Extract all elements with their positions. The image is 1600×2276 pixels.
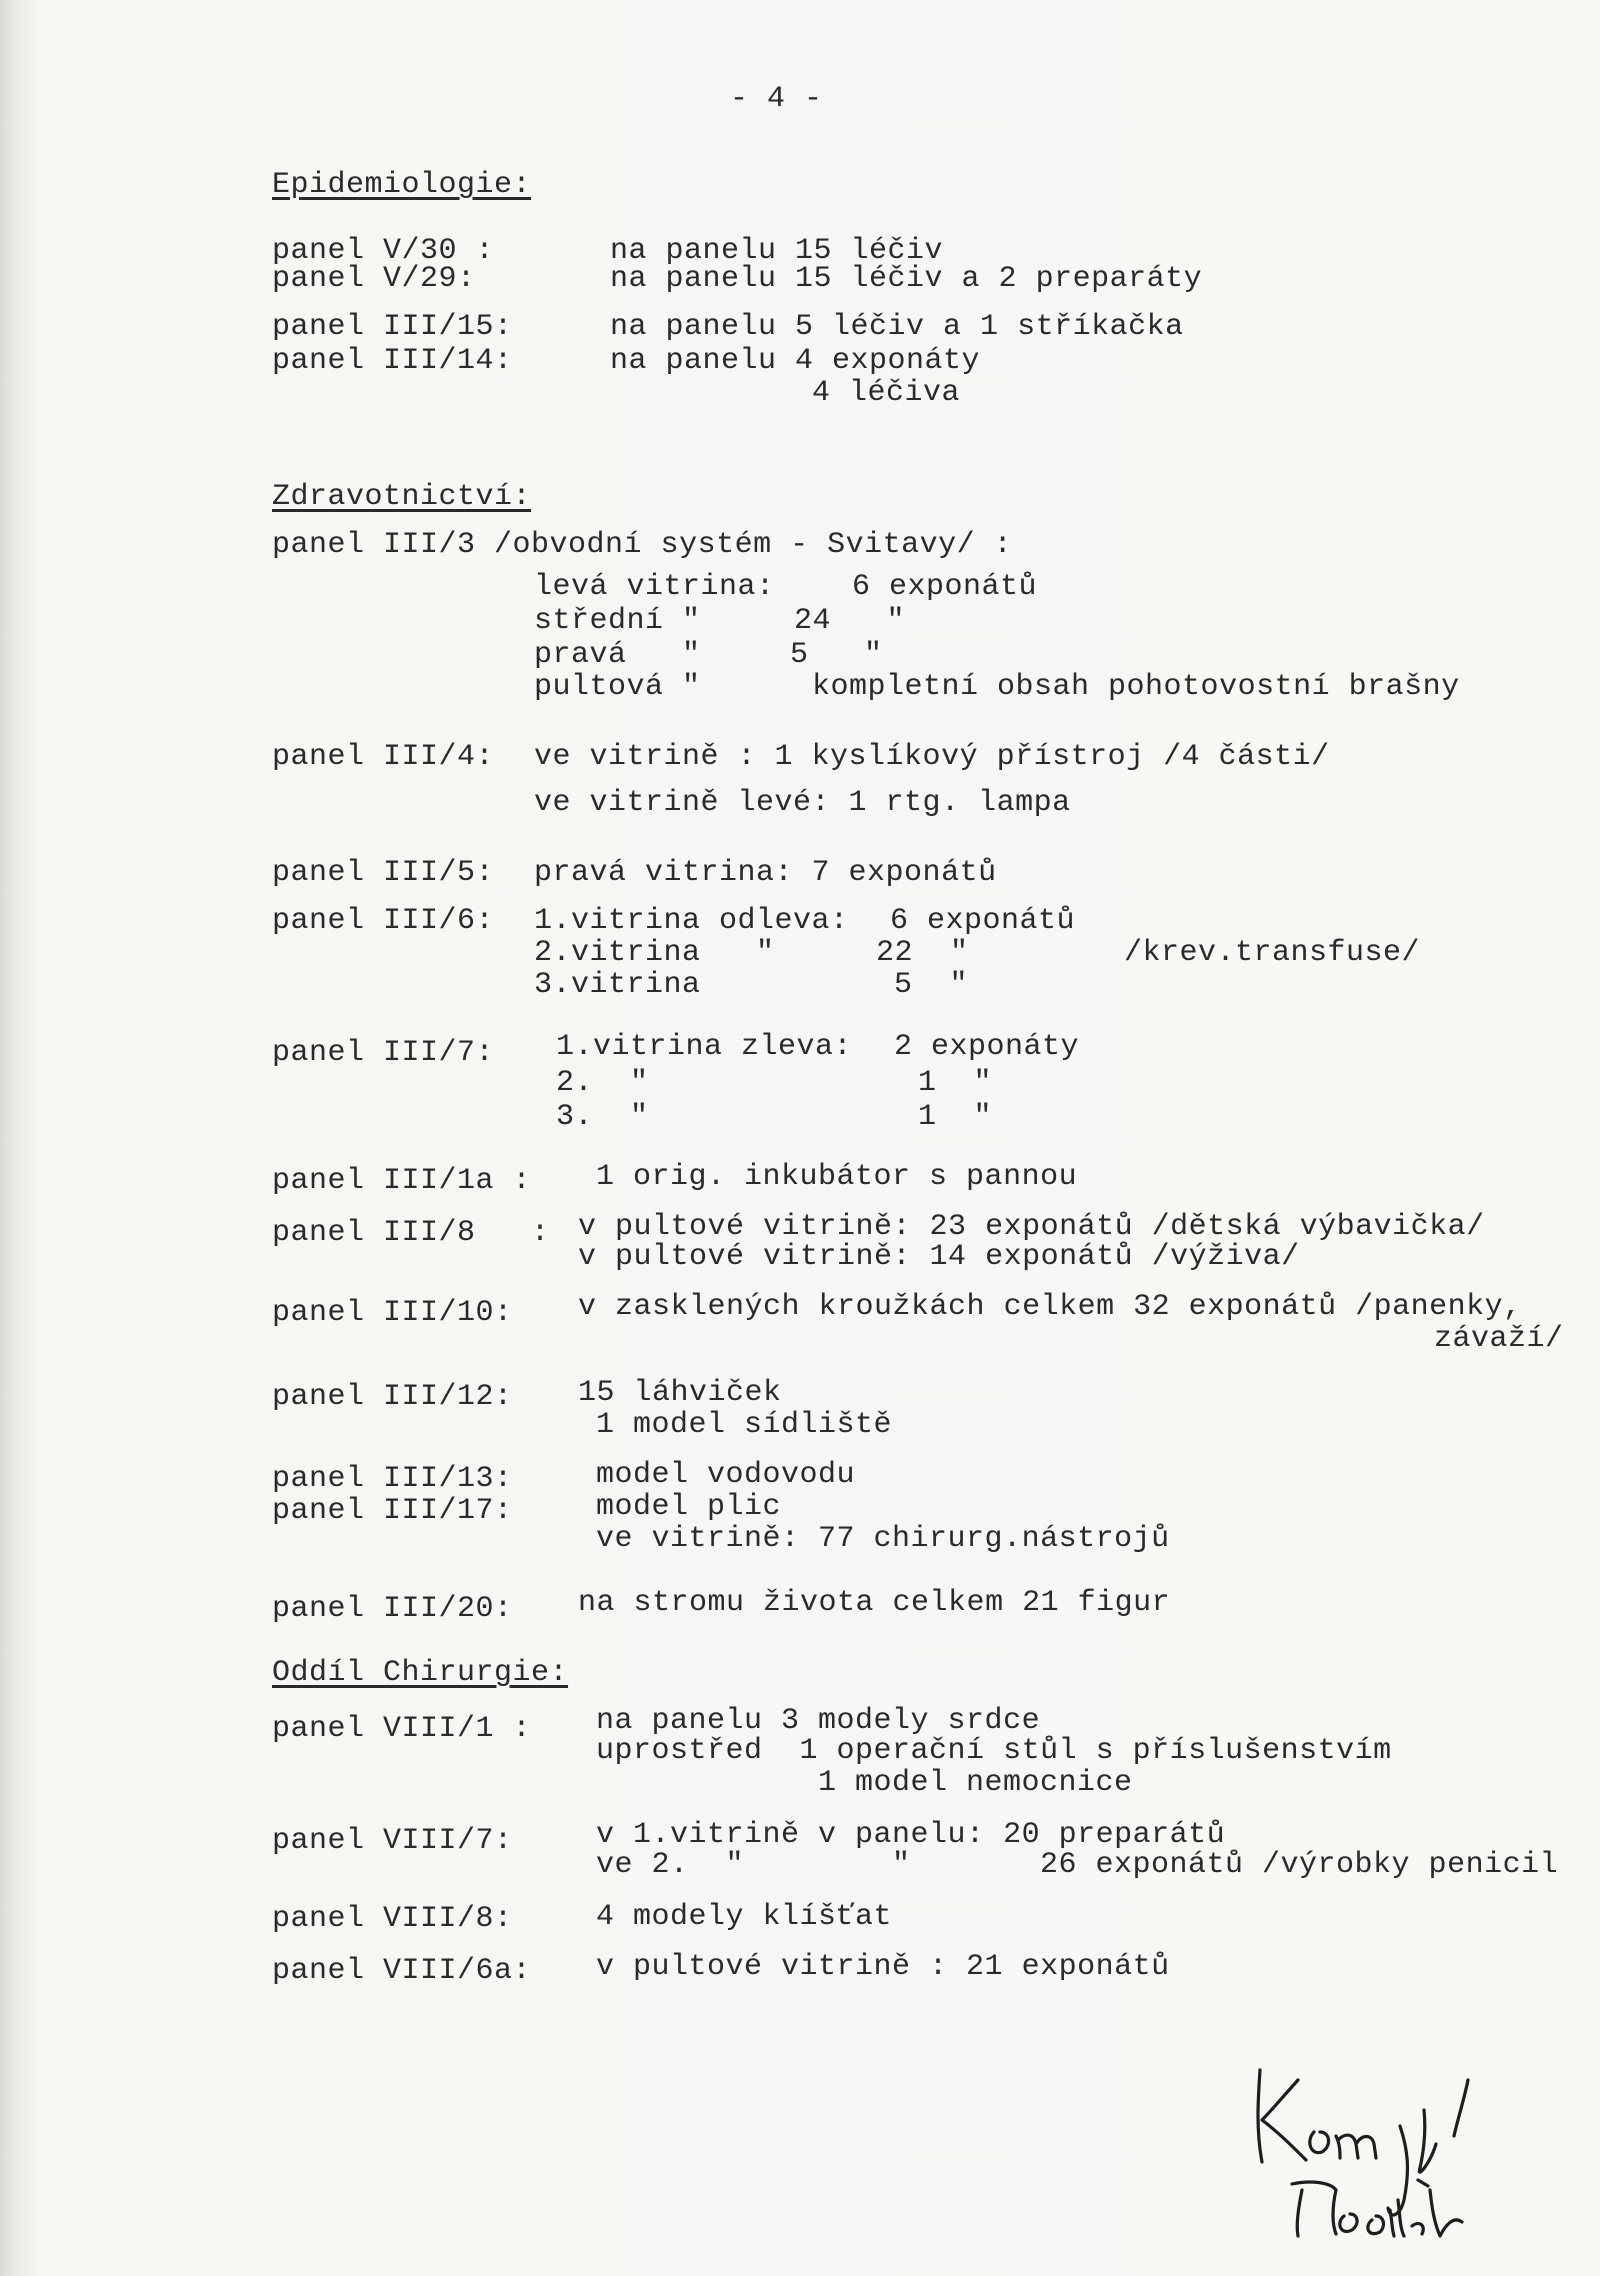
panel-label: panel III/1a : — [272, 1164, 532, 1198]
panel-label: panel III/7: — [272, 1036, 495, 1070]
panel-content: ve 2. " " — [596, 1848, 911, 1882]
panel-content: pravá vitrina: 7 exponátů — [534, 856, 997, 890]
panel-content: 1 model nemocnice — [818, 1766, 1133, 1800]
panel-content: v zasklených kroužkách celkem 32 exponátů /panenky, — [578, 1290, 1522, 1324]
vitrina-value: 22 " — [876, 936, 969, 970]
panel-content: 26 exponátů /výrobky penicil — [1040, 1848, 1559, 1882]
panel-title: panel III/3 /obvodní systém - Svitavy/ : — [272, 528, 1013, 562]
vitrina-label: pultová " — [534, 670, 701, 704]
panel-content: model plic — [596, 1490, 782, 1524]
panel-content: 1 model sídliště — [596, 1408, 893, 1442]
panel-label: panel III/12: — [272, 1380, 513, 1414]
vitrina-label: 1.vitrina zleva: — [556, 1030, 853, 1064]
section-heading-chirurgie: Oddíl Chirurgie: — [272, 1656, 569, 1690]
panel-label: panel III/10: — [272, 1296, 513, 1330]
panel-label: panel VIII/7: — [272, 1824, 513, 1858]
panel-label: panel III/5: — [272, 856, 495, 890]
vitrina-value: 5 " — [790, 638, 883, 672]
vitrina-value: 1 " — [918, 1100, 993, 1134]
panel-label: panel III/8 : — [272, 1216, 550, 1250]
panel-note: /krev.transfuse/ — [1124, 936, 1421, 970]
panel-content: závaží/ — [1434, 1322, 1564, 1356]
panel-label: panel III/6: — [272, 904, 495, 938]
panel-content: v pultové vitrině : 21 exponátů — [596, 1950, 1170, 1984]
panel-content: 4 léčiva — [812, 376, 961, 410]
vitrina-value: 2 exponáty — [894, 1030, 1080, 1064]
panel-content: na stromu života celkem 21 figur — [578, 1586, 1171, 1620]
panel-content: na panelu 5 léčiv a 1 stříkačka — [610, 310, 1184, 344]
vitrina-value: 1 " — [918, 1066, 993, 1100]
page-number: - 4 - — [730, 82, 823, 116]
panel-content: ve vitrině : 1 kyslíkový přístroj /4 části/ — [534, 740, 1330, 774]
panel-content: v pultové vitrině: 23 exponátů /dětská výbavička/ — [578, 1210, 1485, 1244]
panel-label: panel III/4: — [272, 740, 495, 774]
panel-label: panel V/29: — [272, 262, 476, 296]
section-heading-zdravotnictvi: Zdravotnictví: — [272, 480, 532, 514]
vitrina-label: střední " — [534, 604, 701, 638]
vitrina-value: 6 exponátů — [890, 904, 1076, 938]
panel-content: 1 orig. inkubátor s pannou — [596, 1160, 1078, 1194]
panel-content: model vodovodu — [596, 1458, 856, 1492]
panel-content: na panelu 15 léčiv a 2 preparáty — [610, 262, 1203, 296]
vitrina-label: 2. " — [556, 1066, 649, 1100]
section-heading-epidemiologie: Epidemiologie: — [272, 168, 532, 202]
panel-label: panel III/15: — [272, 310, 513, 344]
panel-label: panel III/13: — [272, 1462, 513, 1496]
panel-label: panel VIII/6a: — [272, 1954, 532, 1988]
panel-label: panel V/30 : — [272, 234, 495, 268]
panel-content: ve vitrině: 77 chirurg.nástrojů — [596, 1522, 1170, 1556]
panel-content: v 1.vitrině v panelu: 20 preparátů — [596, 1818, 1226, 1852]
panel-content: v pultové vitrině: 14 exponátů /výživa/ — [578, 1240, 1300, 1274]
vitrina-label: 1.vitrina odleva: — [534, 904, 849, 938]
vitrina-label: 3.vitrina — [534, 968, 701, 1002]
panel-content: 15 láhviček — [578, 1376, 782, 1410]
vitrina-value: 24 " — [794, 604, 906, 638]
vitrina-label: pravá " — [534, 638, 701, 672]
panel-label: panel VIII/8: — [272, 1902, 513, 1936]
vitrina-label: 2.vitrina " — [534, 936, 775, 970]
vitrina-value: kompletní obsah pohotovostní brašny — [812, 670, 1460, 704]
handwritten-signature — [1240, 2040, 1570, 2240]
panel-content: na panelu 15 léčiv — [610, 234, 944, 268]
panel-label: panel III/14: — [272, 344, 513, 378]
panel-label: panel III/20: — [272, 1592, 513, 1626]
panel-label: panel VIII/1 : — [272, 1712, 532, 1746]
panel-content: uprostřed 1 operační stůl s příslušenstvím — [596, 1734, 1392, 1768]
vitrina-label: 3. " — [556, 1100, 649, 1134]
panel-content: na panelu 3 modely srdce — [596, 1704, 1041, 1738]
panel-content: na panelu 4 exponáty — [610, 344, 981, 378]
panel-label: panel III/17: — [272, 1494, 513, 1528]
vitrina-value: 5 " — [894, 968, 969, 1002]
vitrina-value: 6 exponátů — [852, 570, 1038, 604]
panel-content: 4 modely klíšťat — [596, 1900, 893, 1934]
vitrina-label: levá vitrina: — [534, 570, 775, 604]
panel-content: ve vitrině levé: 1 rtg. lampa — [534, 786, 1071, 820]
